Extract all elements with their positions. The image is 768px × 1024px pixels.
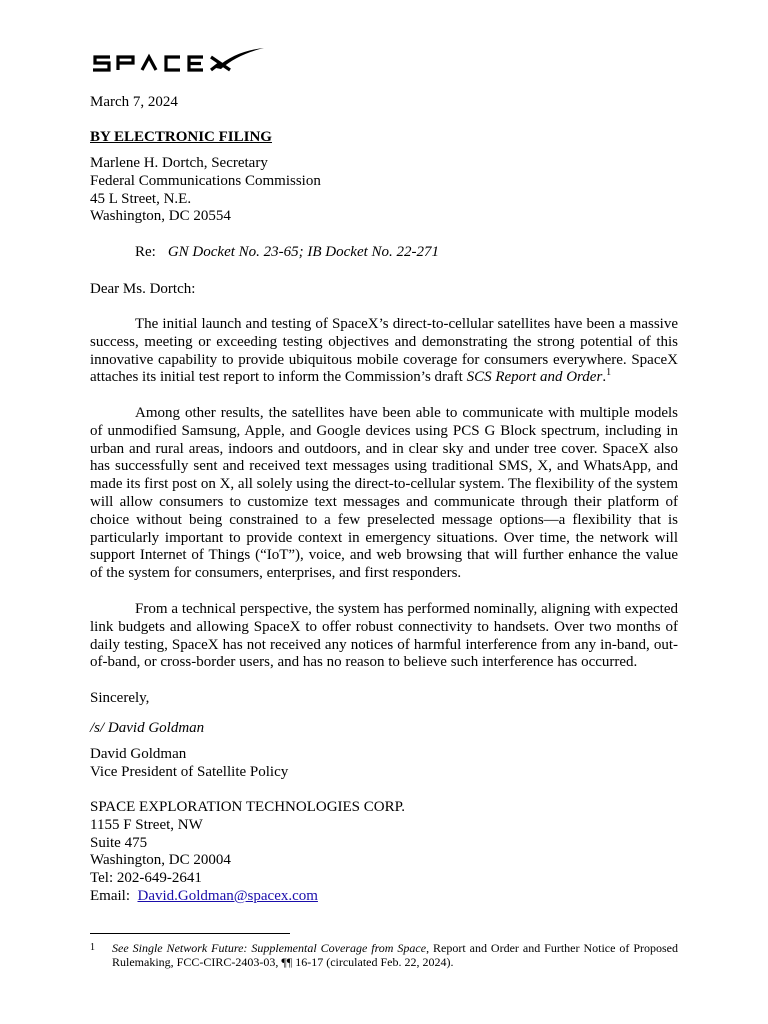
company-street: 1155 F Street, NW <box>90 816 203 833</box>
spacex-logo <box>90 46 266 76</box>
signer-name: David Goldman <box>90 746 187 762</box>
paragraph-1 <box>90 316 678 387</box>
company-email-line <box>90 888 678 906</box>
footnote-number: 1 <box>90 942 95 953</box>
company-name: SPACE EXPLORATION TECHNOLOGIES CORP. <box>90 799 406 815</box>
filing-method <box>90 129 678 147</box>
email-link[interactable]: David.Goldman@spacex.com <box>137 887 318 904</box>
company-city: Washington, DC 20004 <box>90 852 231 869</box>
letter-date: March 7, 2024 <box>90 94 178 110</box>
footnote-ref[interactable]: 1 <box>606 367 612 379</box>
signature: /s/ David Goldman <box>90 720 205 736</box>
paragraph-3-text: From a technical perspective, the system has performed nominally, aligning with expected link budgets and allowing SpaceX to offer robust connectivity to handsets. Over two months of daily testing, SpaceX has not received any notices of harmful interference from any in-band, out-of-band, or cross-border users, and has no reason to believe such interference has occurred. <box>90 601 678 671</box>
signer-title: Vice President of Satellite Policy <box>90 763 289 780</box>
re-label: Re: <box>135 244 156 260</box>
paragraph-2-text: Among other results, the satellites have been able to communicate with multiple models of unmodified Samsung, Apple, and Google devices using PCS G Block spectrum, including in urban and rural areas, indoors and outdoors, and in clear sky and under tree cover. SpaceX also has successfully sent and received text messages using traditional SMS, X, and WhatsApp, and made its first post on X, all solely using the direct-to-cellular system. The flexibility of the system will allow consumers to customize text messages and communicate through their platform of choice without being constrained to a few preselected message options—a flexibility that is particularly important to provide context in emergency situations. Over time, the network will support Internet of Things (“IoT”), voice, and web browsing that will further enhance the value of the system for consumers, enterprises, and first responders. <box>90 405 678 582</box>
closing: Sincerely, <box>90 690 150 706</box>
company-block <box>90 799 678 906</box>
signer-block <box>90 746 678 782</box>
footnote <box>90 941 678 969</box>
filing-method-text: BY ELECTRONIC FILING <box>90 129 272 145</box>
company-suite: Suite 475 <box>90 834 148 851</box>
email-label: Email: <box>90 887 130 904</box>
footnote-text <box>112 941 678 969</box>
recipient-street: 45 L Street, N.E. <box>90 190 192 207</box>
footnote-rest: , Report and Order and Further Notice of Proposed Rulemaking, FCC-CIRC-2403-03, ¶¶ 16-17 (circulated Feb. 22, 2024). <box>112 941 678 969</box>
recipient-address <box>90 155 678 226</box>
recipient-org: Federal Communications Commission <box>90 172 321 189</box>
company-tel: Tel: 202-649-2641 <box>90 870 202 887</box>
salutation: Dear Ms. Dortch: <box>90 281 196 297</box>
paragraph-1-text: The initial launch and testing of SpaceX’s direct-to-cellular satellites have been a massive success, meeting or exceeding testing objectives and demonstrating the strong potential of this innovative capability to provide ubiquitous mobile coverage for consumers everywhere. SpaceX attaches its initial test report to inform the Commission’s draft <box>90 316 678 386</box>
re-docket: GN Docket No. 23-65; IB Docket No. 22-271 <box>167 244 440 260</box>
spacex-logo-icon <box>90 46 266 76</box>
paragraph-1-end: . <box>602 369 607 386</box>
recipient-city: Washington, DC 20554 <box>90 208 231 225</box>
paragraph-2 <box>90 405 678 583</box>
re-line <box>135 244 675 262</box>
footnote-italic: See Single Network Future: Supplemental Coverage from Space <box>112 941 427 955</box>
recipient-name: Marlene H. Dortch, Secretary <box>90 155 268 171</box>
footnote-divider <box>90 933 290 934</box>
paragraph-1-italic: SCS Report and Order <box>466 369 603 386</box>
paragraph-3 <box>90 601 678 672</box>
